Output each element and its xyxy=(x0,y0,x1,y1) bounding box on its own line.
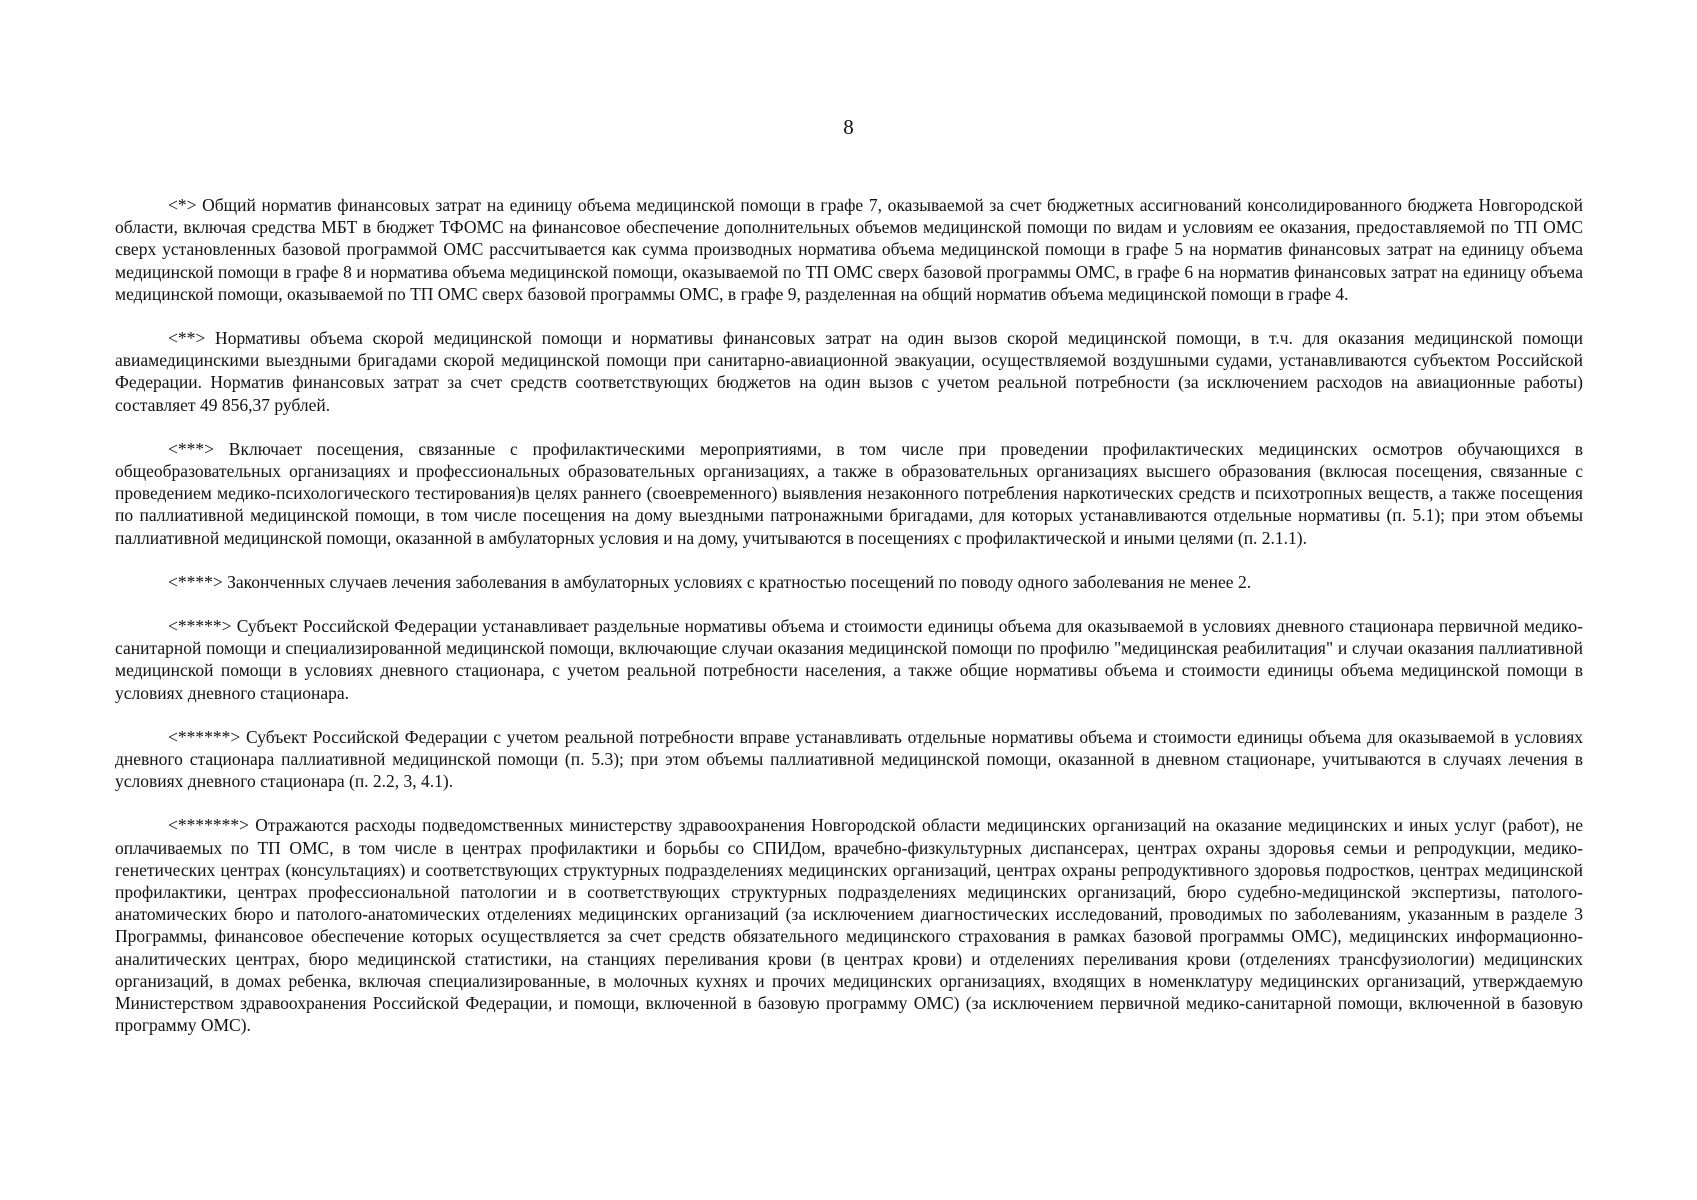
footnote-6: <******> Субъект Российской Федерации с учетом реальной потребности вправе устанавливать отдельные нормативы объема и стоимости единицы объема для оказываемой в условиях дневного стационара паллиативной медицинской помощи (п. 5.3); при этом объемы паллиативной медицинской помощи, оказанной в дневном стационаре, учитываются в случаях лечения в условиях дневного стационара (п. 2.2, 3, 4.1). xyxy=(115,726,1583,792)
footnote-7: <*******> Отражаются расходы подведомственных министерству здравоохранения Новгородской области медицинских организаций на оказание медицинских и иных услуг (работ), не оплачиваемых по ТП ОМС, в том числе в центрах профилактики и борьбы со СПИДом, врачебно-физкультурных диспансерах, центрах охраны здоровья семьи и репродукции, медико-генетических центрах (консультациях) и соответствующих структурных подразделениях медицинских организаций, центрах охраны репродуктивного здоровья подростков, центрах медицинской профилактики, центрах профессиональной патологии и в соответствующих структурных подразделениях медицинских организаций, бюро судебно-медицинской экспертизы, патолого-анатомических бюро и патолого-анатомических отделениях медицинских организаций (за исключением диагностических исследований, проводимых по заболеваниям, указанным в разделе 3 Программы, финансовое обеспечение которых осуществляется за счет средств обязательного медицинского страхования в рамках базовой программы ОМС), медицинских информационно-аналитических центрах, бюро медицинской статистики, на станциях переливания крови (в центрах крови) и отделениях переливания крови (отделениях трансфузиологии) медицинских организаций, в домах ребенка, включая специализированные, в молочных кухнях и прочих медицинских организациях, входящих в номенклатуру медицинских организаций, утверждаемую Министерством здравоохранения Российской Федерации, и помощи, включенной в базовую программу ОМС) (за исключением первичной медико-санитарной помощи, включенной в базовую программу ОМС). xyxy=(115,815,1583,1036)
page-number: 8 xyxy=(843,115,854,139)
footnote-3: <***> Включает посещения, связанные с профилактическими мероприятиями, в том числе при проведении профилактических медицинских осмотров обучающихся в общеобразовательных организациях и профессиональных образовательных организациях, а также в образовательных организациях высшего образования (вклюсая посещения, связанные с проведением медико-психологического тестирования)в целях раннего (своевременного) выявления незаконного потребления наркотических средств и психотропных веществ, а также посещения по паллиативной медицинской помощи, в том числе посещения на дому выездными патронажными бригадами, для которых устанавливаются отдельные нормативы (п. 5.1); при этом объемы паллиативной медицинской помощи, оказанной в амбулаторных условия и на дому, учитываются в посещениях с профилактической и иными целями (п. 2.1.1). xyxy=(115,438,1583,548)
footnote-4: <****> Законченных случаев лечения заболевания в амбулаторных условиях с кратностью посещений по поводу одного заболевания не менее 2. xyxy=(168,571,1252,592)
footnote-5: <*****> Субъект Российской Федерации устанавливает раздельные нормативы объема и стоимости единицы объема для оказываемой в условиях дневного стационара первичной медико-санитарной помощи и специализированной медицинской помощи, включающие случаи оказания медицинской помощи по профилю "медицинская реабилитация" и случаи оказания паллиативной медицинской помощи в условиях дневного стационара, с учетом реальной потребности населения, а также общие нормативы объема и стоимости единицы объема медицинской помощи в условиях дневного стационара. xyxy=(115,616,1583,703)
footnotes-section xyxy=(115,194,1583,1059)
footnote-2: <**> Нормативы объема скорой медицинской помощи и нормативы финансовых затрат на один вызов скорой медицинской помощи, в т.ч. для оказания медицинской помощи авиамедицинскими выездными бригадами скорой медицинской помощи при санитарно-авиационной эвакуации, осуществляемой воздушными судами, устанавливаются субъектом Российской Федерации. Норматив финансовых затрат за счет средств соответствующих бюджетов на один вызов с учетом реальной потребности (за исключением расходов на авиационные работы) составляет 49 856,37 рублей. xyxy=(115,328,1583,415)
footnote-1: <*> Общий норматив финансовых затрат на единицу объема медицинской помощи в графе 7, оказываемой за счет бюджетных ассигнований консолидированного бюджета Новгородской области, включая средства МБТ в бюджет ТФОМС на финансовое обеспечение дополнительных объемов медицинской помощи по видам и условиям ее оказания, предоставляемой по ТП ОМС сверх установленных базовой программой ОМС рассчитывается как сумма производных норматива объема медицинской помощи в графе 5 на норматив финансовых затрат на единицу объема медицинской помощи в графе 8 и норматива объема медицинской помощи, оказываемой по ТП ОМС сверх базовой программы ОМС, в графе 6 на норматив финансовых затрат на единицу объема медицинской помощи, оказываемой по ТП ОМС сверх базовой программы ОМС, в графе 9, разделенная на общий норматив объема медицинской помощи в графе 4. xyxy=(115,195,1583,304)
